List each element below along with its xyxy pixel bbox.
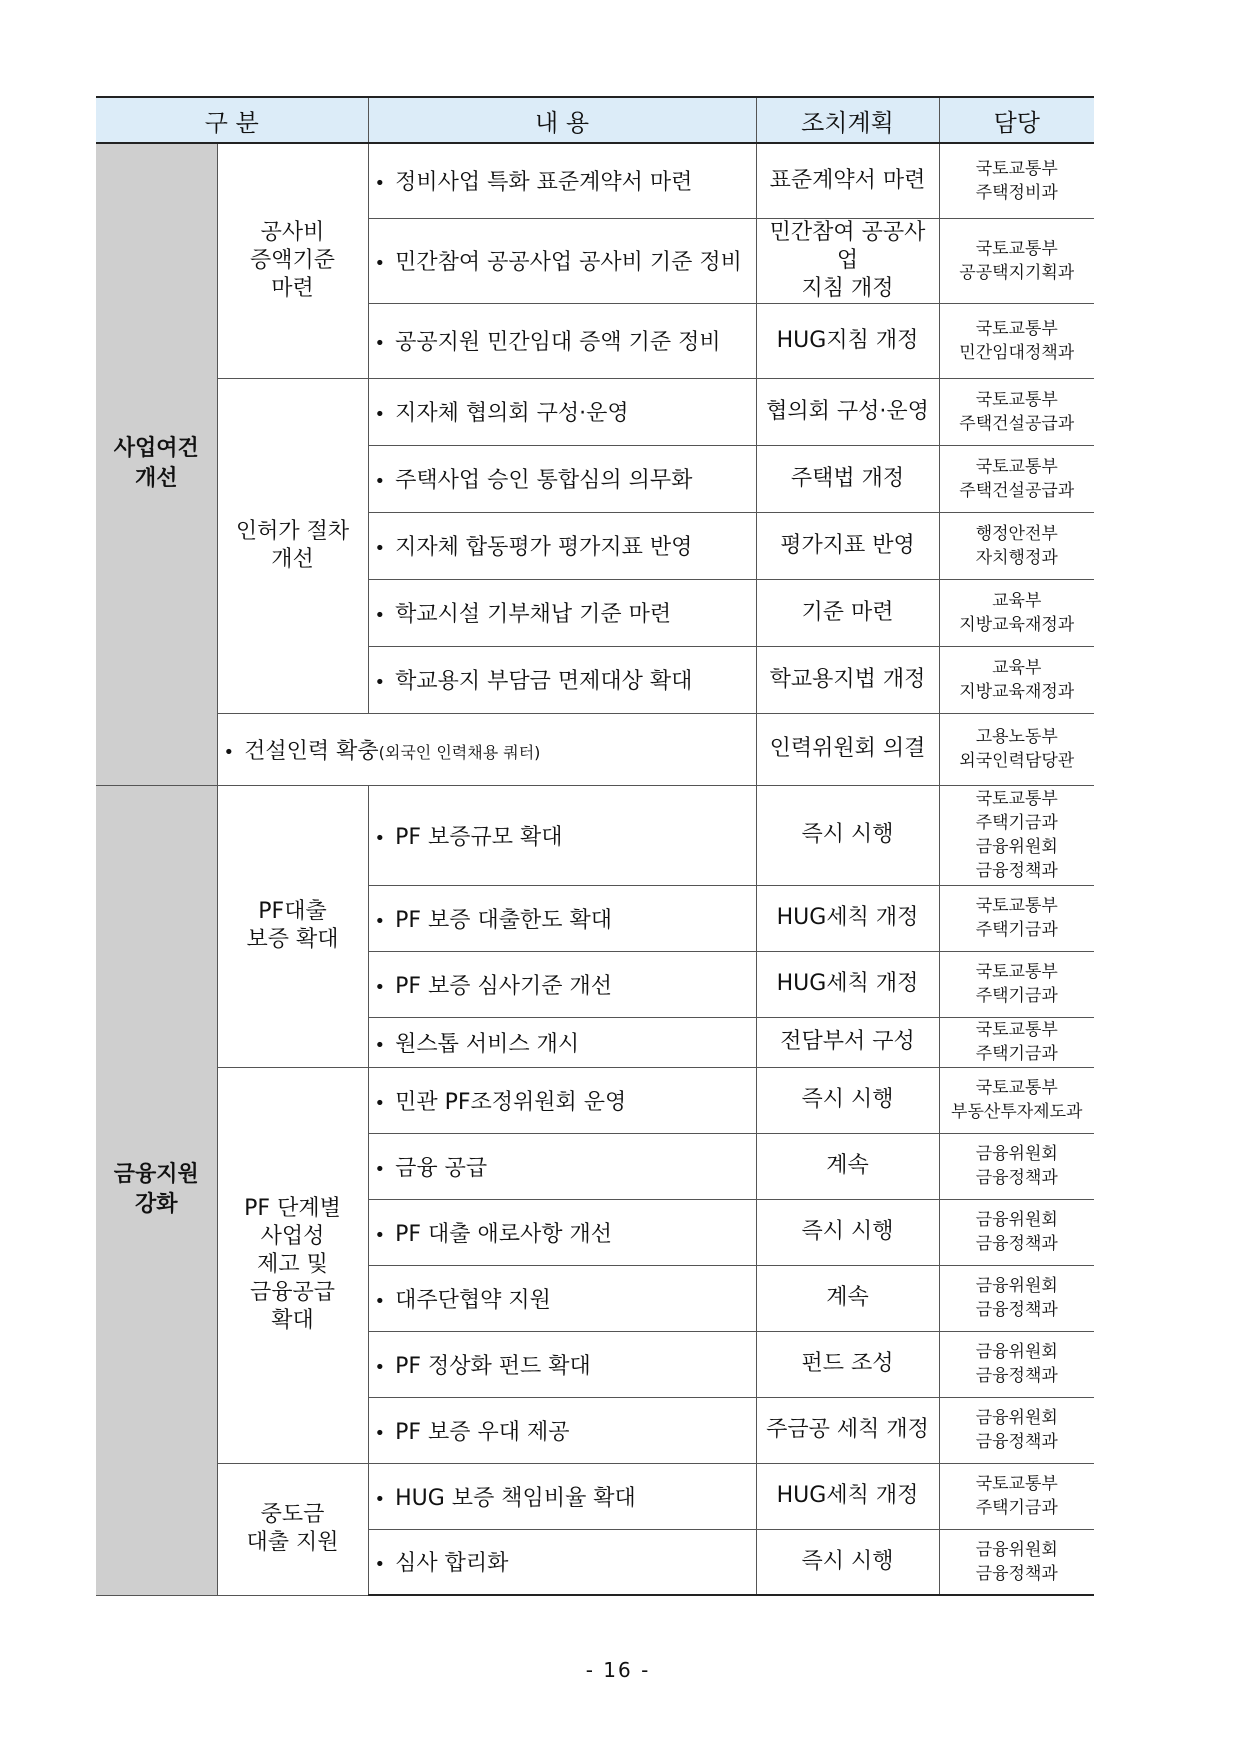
table-row — [96, 785, 1094, 885]
action-cell: HUG세칙 개정 — [756, 885, 939, 951]
office-cell: 금융위원회 금융정책과 — [939, 1133, 1094, 1199]
content-cell — [368, 951, 756, 1017]
content-text: PF 보증 대출한도 확대 — [395, 907, 613, 933]
subcategory-pf-guarantee: PF대출 보증 확대 — [217, 785, 368, 1067]
office-cell: 국토교통부 공공택지기획과 — [939, 218, 1094, 303]
action-cell: 주택법 개정 — [756, 445, 939, 512]
content-cell — [368, 579, 756, 646]
content-text: PF 대출 애로사항 개선 — [395, 1221, 613, 1247]
table-row — [96, 1463, 1094, 1529]
office-cell: 행정안전부 자치행정과 — [939, 512, 1094, 579]
bullet-icon: • — [374, 471, 386, 492]
bullet-icon: • — [374, 605, 386, 626]
table-row — [96, 1067, 1094, 1133]
bullet-icon: • — [374, 1224, 386, 1246]
office-cell: 국토교통부 주택기금과 금융위원회 금융정책과 — [939, 785, 1094, 885]
header-action: 조치계획 — [756, 97, 939, 143]
content-cell — [368, 646, 756, 713]
content-text: 공공지원 민간임대 증액 기준 정비 — [395, 330, 721, 355]
action-cell: 학교용지법 개정 — [756, 646, 939, 713]
content-cell — [368, 143, 756, 218]
bullet-icon: • — [374, 538, 386, 559]
table-row — [96, 713, 1094, 785]
bullet-icon: • — [374, 1422, 386, 1444]
content-cell — [368, 1017, 756, 1067]
action-cell: HUG지침 개정 — [756, 303, 939, 378]
office-cell: 금융위원회 금융정책과 — [939, 1397, 1094, 1463]
bullet-icon: • — [374, 1092, 386, 1114]
content-text: 민간참여 공공사업 공사비 기준 정비 — [395, 250, 742, 275]
bullet-icon: • — [223, 741, 235, 763]
bullet-icon: • — [374, 253, 386, 274]
content-text: 금융 공급 — [395, 1155, 488, 1181]
office-cell: 국토교통부 주택정비과 — [939, 143, 1094, 218]
content-note: (외국인 인력채용 쿼터) — [378, 742, 541, 762]
bullet-icon: • — [374, 1290, 386, 1312]
content-cell — [368, 1463, 756, 1529]
bullet-icon: • — [374, 672, 386, 693]
header-office: 담당 — [939, 97, 1094, 143]
bullet-icon: • — [374, 1554, 386, 1576]
action-cell: 인력위원회 의결 — [756, 713, 939, 785]
bullet-icon: • — [374, 976, 386, 998]
content-text: 심사 합리화 — [395, 1551, 509, 1577]
subcategory-interim-loan: 중도금 대출 지원 — [217, 1463, 368, 1595]
category-business: 사업여건 개선 — [96, 143, 217, 785]
content-cell — [368, 378, 756, 445]
content-cell — [368, 445, 756, 512]
content-cell — [368, 785, 756, 885]
office-cell: 고용노동부 외국인력담당관 — [939, 713, 1094, 785]
content-text: PF 보증 심사기준 개선 — [395, 973, 613, 999]
header-content: 내 용 — [368, 97, 756, 143]
bullet-icon: • — [374, 1158, 386, 1180]
bullet-icon: • — [374, 910, 386, 932]
content-cell — [368, 1199, 756, 1265]
office-cell: 국토교통부 주택기금과 — [939, 1017, 1094, 1067]
office-cell: 국토교통부 주택기금과 — [939, 1463, 1094, 1529]
office-cell: 국토교통부 주택기금과 — [939, 885, 1094, 951]
content-text: PF 보증 우대 제공 — [395, 1419, 570, 1445]
action-cell: 전담부서 구성 — [756, 1017, 939, 1067]
content-cell — [368, 303, 756, 378]
action-cell: 주금공 세칙 개정 — [756, 1397, 939, 1463]
content-cell — [368, 1067, 756, 1133]
action-cell: 즉시 시행 — [756, 785, 939, 885]
bullet-icon: • — [374, 1488, 386, 1510]
content-cell — [368, 1331, 756, 1397]
action-cell: 표준계약서 마련 — [756, 143, 939, 218]
office-cell: 교육부 지방교육재정과 — [939, 579, 1094, 646]
action-cell: 즉시 시행 — [756, 1067, 939, 1133]
category-finance: 금융지원 강화 — [96, 785, 217, 1595]
content-text: 지자체 협의회 구성·운영 — [395, 401, 629, 426]
office-cell: 국토교통부 민간임대정책과 — [939, 303, 1094, 378]
content-cell — [368, 218, 756, 303]
office-cell: 국토교통부 부동산투자제도과 — [939, 1067, 1094, 1133]
policy-table — [96, 96, 1094, 1596]
content-text: 지자체 합동평가 평가지표 반영 — [395, 535, 693, 560]
content-text: PF 보증규모 확대 — [395, 824, 563, 850]
content-cell — [368, 1265, 756, 1331]
content-text: 정비사업 특화 표준계약서 마련 — [395, 170, 693, 196]
content-text: 학교시설 기부채납 기준 마련 — [395, 602, 672, 627]
office-cell: 금융위원회 금융정책과 — [939, 1199, 1094, 1265]
action-cell: 즉시 시행 — [756, 1529, 939, 1595]
action-cell: 펀드 조성 — [756, 1331, 939, 1397]
action-cell: 협의회 구성·운영 — [756, 378, 939, 445]
office-cell: 국토교통부 주택기금과 — [939, 951, 1094, 1017]
action-cell: HUG세칙 개정 — [756, 1463, 939, 1529]
content-text: HUG 보증 책임비율 확대 — [395, 1485, 636, 1511]
action-cell: HUG세칙 개정 — [756, 951, 939, 1017]
action-cell: 평가지표 반영 — [756, 512, 939, 579]
table-header-row — [96, 97, 1094, 143]
action-cell: 즉시 시행 — [756, 1199, 939, 1265]
office-cell: 국토교통부 주택건설공급과 — [939, 378, 1094, 445]
content-text: 건설인력 확충 — [244, 738, 379, 764]
office-cell: 국토교통부 주택건설공급과 — [939, 445, 1094, 512]
bullet-icon: • — [374, 173, 386, 195]
action-cell: 계속 — [756, 1265, 939, 1331]
bullet-icon: • — [374, 1034, 386, 1056]
office-cell: 교육부 지방교육재정과 — [939, 646, 1094, 713]
office-cell: 금융위원회 금융정책과 — [939, 1331, 1094, 1397]
header-category: 구 분 — [96, 97, 368, 143]
subcategory-construction-cost: 공사비 증액기준 마련 — [217, 143, 368, 378]
content-text: 학교용지 부담금 면제대상 확대 — [395, 669, 693, 694]
bullet-icon: • — [374, 333, 386, 354]
bullet-icon: • — [374, 1356, 386, 1378]
office-cell: 금융위원회 금융정책과 — [939, 1265, 1094, 1331]
content-cell-labor — [217, 713, 756, 785]
content-text: 원스톱 서비스 개시 — [395, 1031, 580, 1057]
office-cell: 금융위원회 금융정책과 — [939, 1529, 1094, 1595]
content-cell — [368, 1133, 756, 1199]
content-cell — [368, 885, 756, 951]
content-cell — [368, 1397, 756, 1463]
content-text: 주택사업 승인 통합심의 의무화 — [395, 468, 693, 493]
bullet-icon: • — [374, 827, 386, 849]
subcategory-permit-process: 인허가 절차 개선 — [217, 378, 368, 713]
content-text: 대주단협약 지원 — [395, 1287, 551, 1313]
table-row — [96, 143, 1094, 218]
page-number: - 16 - — [585, 1658, 651, 1682]
action-cell: 계속 — [756, 1133, 939, 1199]
table-row — [96, 378, 1094, 445]
content-cell — [368, 512, 756, 579]
subcategory-pf-stage: PF 단계별 사업성 제고 및 금융공급 확대 — [217, 1067, 368, 1463]
action-cell: 민간참여 공공사업 지침 개정 — [756, 218, 939, 303]
content-text: PF 정상화 펀드 확대 — [395, 1353, 591, 1379]
content-text: 민관 PF조정위원회 운영 — [395, 1089, 627, 1115]
action-cell: 기준 마련 — [756, 579, 939, 646]
bullet-icon: • — [374, 404, 386, 425]
content-cell — [368, 1529, 756, 1595]
